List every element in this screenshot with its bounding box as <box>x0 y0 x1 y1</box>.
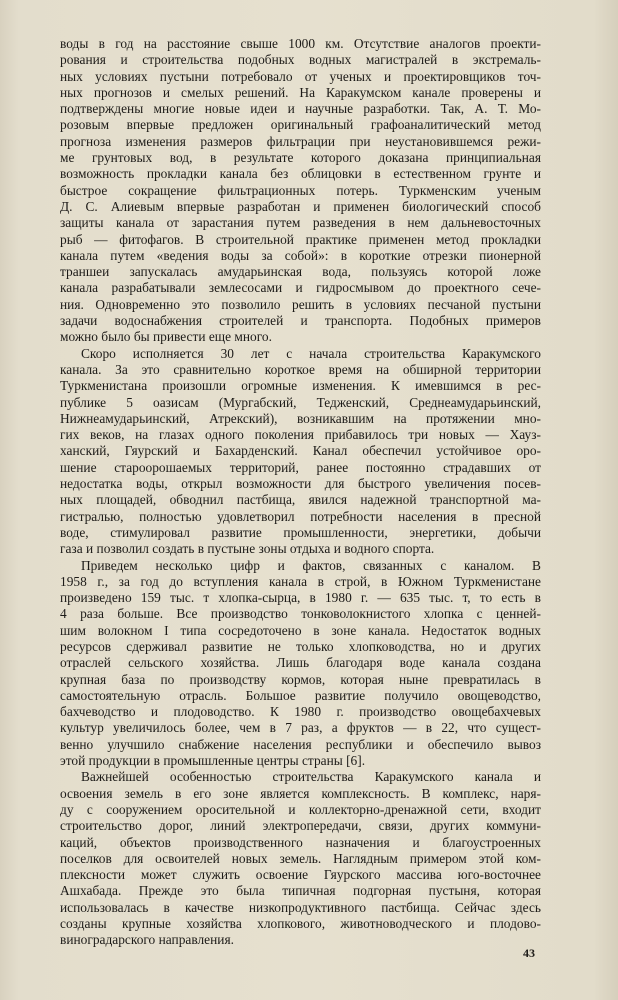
text-line: Приведем несколько цифр и фактов, связанных с каналом. В <box>81 557 541 573</box>
paragraph-3 <box>60 558 541 770</box>
text-line: возможность прокладки канала без облицовки в естественном грунте и <box>60 166 541 182</box>
text-line: освоения земель в его зоне является комплексность. В комплекс, наря- <box>60 785 541 801</box>
text-line: бахчеводство и плодоводство. К 1980 г. производство овощебахчевых <box>60 704 541 720</box>
text-line: шение староорошаемых территорий, ранее постоянно страдавших от <box>60 459 541 475</box>
text-line: рыб — фитофагов. В строительной практике применен метод прокладки <box>60 231 541 247</box>
text-line: плексности может служить освоение Гяурского массива юго-восточнее <box>60 867 541 883</box>
text-line: подтверждены многие новые идеи и научные разработки. Так, А. Т. Мо- <box>60 101 541 117</box>
text-line: произведено 159 тыс. т хлопка-сырца, в 1980 г. — 635 тыс. т, то есть в <box>60 590 541 606</box>
paragraph-4 <box>60 769 541 948</box>
text-line: каций, объектов производственного назначения и благоустроенных <box>60 834 541 850</box>
text-line: ханский, Гяурский и Бахарденский. Канал обеспечил устойчивое оро- <box>60 443 541 459</box>
text-line: защиты канала от зарастания путем разведения в нем дальневосточных <box>60 215 541 231</box>
text-line: ных прогнозов и смелых решений. На Каракумском канале проверены и <box>60 84 541 100</box>
text-line: воде, стимулировал развитие промышленности, энергетики, добычи <box>60 524 541 540</box>
text-line: розовым впервые предложен оригинальный графоаналитический метод <box>60 117 541 133</box>
text-line: культур увеличилось более, чем в 7 раз, а фруктов — в 22, что сущест- <box>60 720 541 736</box>
text-line: Нижнеамударьинский, Атрекский), возникавшим на протяжении мно- <box>60 410 541 426</box>
text-line: 4 раза больше. Все производство тонковолокнистого хлопка с ценней- <box>60 606 541 622</box>
text-line: канала разрабатывали землесосами и гидросмывом до проектного сече- <box>60 280 541 296</box>
text-line: крупная база по производству кормов, которая ныне превратилась в <box>60 671 541 687</box>
text-line: виноградарского направления. <box>60 932 234 948</box>
text-line: публике 5 оазисам (Мургабский, Тедженский, Среднеамударьинский, <box>60 394 541 410</box>
paragraph-1 <box>60 36 541 346</box>
text-line: траншеи запускалась амударьинская вода, пользуясь которой ложе <box>60 264 541 280</box>
text-line: использовалась в качестве низкопродуктивного пастбища. Сейчас здесь <box>60 899 541 915</box>
text-line: ных площадей, обводнил пастбища, явился надежной транспортной ма- <box>60 492 541 508</box>
text-line: воды в год на расстояние свыше 1000 км. Отсутствие аналогов проекти- <box>60 36 541 51</box>
text-line: прогноза изменения размеров фильтрации при неустановившемся режи- <box>60 133 541 149</box>
text-line: канала путем «ведения воды за собой»: в короткие отрезки пионерной <box>60 247 541 263</box>
body-text <box>60 36 541 949</box>
text-line: канала. За это сравнительно короткое время на обширной территории <box>60 361 541 377</box>
text-line: шим волокном I типа сосредоточено в зоне канала. Недостаток водных <box>60 622 541 638</box>
text-line: отраслей сельского хозяйства. Лишь благодаря воде канала создана <box>60 655 541 671</box>
text-line: ных условиях пустыни потребовало от ученых и проектировщиков точ- <box>60 68 541 84</box>
text-line: Скоро исполняется 30 лет с начала строительства Каракумского <box>81 345 541 361</box>
text-line: поселков для освоителей новых земель. Наглядным примером этой ком- <box>60 850 541 866</box>
text-line: газа и позволил создать в пустыне зоны отдыха и водного спорта. <box>60 541 435 557</box>
text-line: Ашхабада. Прежде это была типичная подгорная пустыня, которая <box>60 883 541 899</box>
text-line: Д. С. Алиевым впервые разработан и применен биологический способ <box>60 198 541 214</box>
text-line: можно было бы привести еще много. <box>60 329 272 345</box>
text-line: самостоятельную отрасль. Большое развитие получило овощеводство, <box>60 687 541 703</box>
page-number: 43 <box>523 946 535 960</box>
text-line: гих веков, на глазах одного поколения прибавилось три новых — Хауз- <box>60 427 541 443</box>
text-line: Туркменистана произошли огромные изменения. К имевшимся в рес- <box>60 378 541 394</box>
text-line: этой продукции в промышленные центры страны [6]. <box>60 753 366 769</box>
text-line: созданы крупные хозяйства хлопкового, животноводческого и плодово- <box>60 916 541 932</box>
text-line: ресурсов сдерживал развитие не только хлопководства, но и других <box>60 638 541 654</box>
text-line: быстрое сокращение фильтрационных потерь. Туркменским ученым <box>60 182 541 198</box>
paragraph-2 <box>60 346 541 558</box>
text-line: 1958 г., за год до вступления канала в строй, в Южном Туркменистане <box>60 573 541 589</box>
text-line: рования и строительства подобных водных магистралей в экстремаль- <box>60 52 541 68</box>
text-line: строительство дорог, линий электропередачи, связи, других коммуни- <box>60 818 541 834</box>
text-line: ния. Одновременно это позволило решить в условиях песчаной пустыни <box>60 296 541 312</box>
text-line: Важнейшей особенностью строительства Каракумского канала и <box>81 769 541 785</box>
text-line: ме грунтовых вод, в результате которого доказана принципиальная <box>60 150 541 166</box>
text-line: венно улучшило снабжение населения республики и обеспечило вывоз <box>60 736 541 752</box>
text-line: недостатка воды, открыл возможности для быстрого увеличения посев- <box>60 476 541 492</box>
text-line: гистралью, полностью удовлетворил потребности населения в пресной <box>60 508 541 524</box>
text-line: задачи водоснабжения строителей и транспорта. Подобных примеров <box>60 313 541 329</box>
text-line: ду с сооружением оросительной и коллекторно-дренажной сети, входит <box>60 801 541 817</box>
